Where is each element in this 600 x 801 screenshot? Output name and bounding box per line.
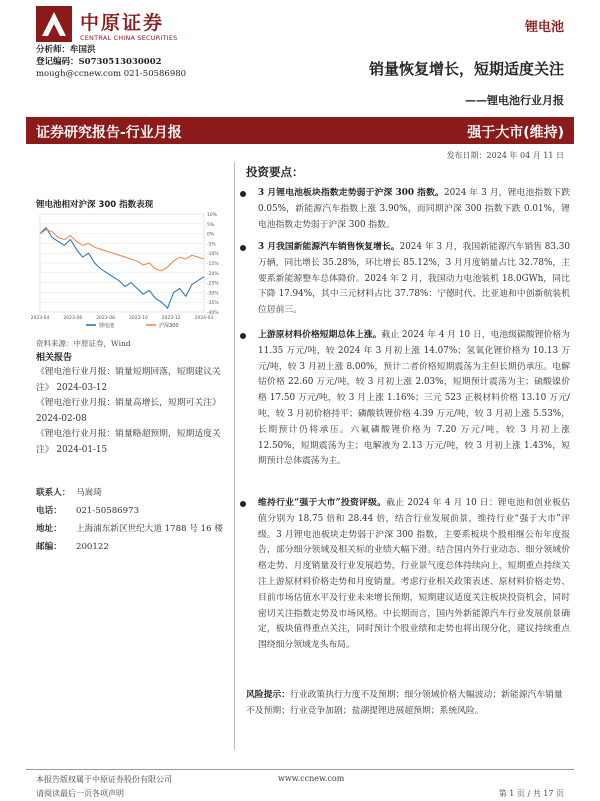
key-point-head: 3 月我国新能源汽车销售恢复增长。 [258,242,400,252]
key-point-body: 截止 2024 年 4 月 10 日，电池级碳酸锂价格为 11.35 万元/吨，较 2024 年 3 月初上涨 14.07%；氢氧化锂价格为 10.13 万元/吨，较 3 月初上涨 8.00%，预计二者价格短期震荡为主但长期仍承压。电解钴价格 22.60 万元/吨，较 3 月初上涨 2.03%，短期预计震荡为主；硫酸镍价格 17.50 万元/吨，较 3 月上涨 1.16%；三元 523 正极材料价格 13.10 万元/吨，较 3 月初价格持平；磷酸铁锂价格 4.39 万元/吨，较 3 月初上涨 5.53%，长期预计仍将承压。六氟磷酸锂价格为 7.20 万元/吨，较 3 月初上涨 12.50%，短期震荡为主；电解液为 2.13 万元/吨，较 3 月初上涨 1.43%，短期预计总体震荡为主。 [258,330,570,467]
y-tick-label: -40% [207,311,219,316]
y-tick-label: -10% [207,252,219,258]
y-tick-label: -5% [207,242,216,248]
industry-rating: 强于大市(维持) [467,125,564,141]
series-line-2 [40,230,204,271]
x-tick-label: 2023-12 [161,316,181,321]
reg-code: S0730513030002 [78,57,162,67]
analyst-info [36,44,186,80]
phone-value: 021-50586973 [76,506,140,516]
x-tick-label: 2024-03 [194,316,214,321]
x-tick-label: 2023-10 [128,316,148,321]
bullet-dot-icon [240,501,246,507]
reg-label: 登记编码： [36,57,79,67]
phone-label: 电话： [36,506,62,516]
key-point-head: 3 月锂电池板块指数走势弱于沪深 300 指数。 [258,188,444,198]
y-tick-label: -30% [207,291,219,297]
bullet-dot-icon [240,333,246,339]
section-heading: 投资要点： [246,165,304,179]
report-title: 销量恢复增长，短期适度关注 [368,60,564,78]
performance-chart [30,208,232,332]
legend-label: 锂电池 [99,323,115,329]
footer-divider [26,769,574,770]
key-point [246,496,570,654]
key-point-body: 截止 2024 年 4 月 10 日：锂电池和创业板估值分别为 18.75 倍和 28.44 倍，结合行业发展前景，维持行业“强于大市”评级。3 月锂电池板块走势弱于沪深 300 指数，主要系板块个股相继公布年度报告，部分细分领域及相关标的业绩大幅下滑。结合国内外行业动态、细分领域价格走势、月度销量及行业发展趋势，行业景气度总体持续向上，短期重点持续关注上游原材料价格走势和月度销量。考虑行业相关政策表述、原材料价格走势、目前市场估值水平及行业未来增长预期，短期建议适度关注板块投资机会，同时密切关注指数走势及市场风格。中长期而言，国内外新能源汽车行业发展前景确定，板块值得重点关注，同时预计个股业绩和走势也将出现分化，建议持续重点围绕细分领域龙头布局。 [258,498,570,651]
page-number: 第 1 页 / 共 17 页 [498,789,564,798]
y-tick-label: 5% [207,222,215,228]
x-tick-label: 2023-04 [30,316,50,321]
copyright-text: 本报告版权属于中原证券股份有限公司 [36,775,172,784]
zip-label: 邮编： [36,542,62,552]
zip-value: 200122 [76,542,109,552]
risk-warning [246,688,570,720]
x-tick-label: 2023-08 [96,316,116,321]
key-point-head: 上游原材料价格短期总体上涨。 [258,330,382,340]
bullet-dot-icon [240,245,246,251]
logo-mark-icon [36,6,72,42]
contact-person-label: 联系人： [36,488,71,498]
y-tick-label: -20% [207,271,219,277]
y-tick-label: -25% [207,281,219,287]
analyst-name: 牟国洪 [70,45,96,55]
logo-chinese-name: 中原证券 [80,12,165,34]
y-tick-label: 10% [207,213,218,218]
key-point [246,240,570,319]
risk-head: 风险提示： [246,690,290,700]
related-report-item[interactable]: 《锂电池行业月报：销量高增长，短期可关注》 2024-02-08 [36,398,221,424]
key-point-body: 2024 年 3 月，我国新能源汽车销售 83.30 万辆，同比增长 35.28%，环比增长 85.12%，3 月月度销量占比 32.78%，主要系新能源整车总体降价。2024 年 2 月，我国动力电池装机 18.0GWh，同比下降 17.94%，其中三元材料占比 37.78%：宁德时代、比亚迪和中创新航装机位居前三。 [258,242,570,316]
key-point-head: 维持行业“强于大市”投资评级。 [258,498,387,508]
legend-label: 沪深300 [159,323,179,329]
footer-disclaimer [36,773,172,801]
key-point-body: 2024 年 3 月，锂电池指数下跌 0.05%，新能源汽车指数上涨 3.90%，而同期沪深 300 指数下跌 0.01%，锂电池指数走势弱于沪深 300 指数。 [258,188,570,230]
address-label: 地址： [36,524,62,534]
y-tick-label: -15% [207,262,219,267]
related-reports-heading: 相关报告 [36,353,73,363]
column-divider [234,162,235,750]
chart-source: 资料来源：中原证券，Wind [36,339,131,348]
contact-person: 马嵩琦 [76,488,102,498]
related-report-item[interactable]: 《锂电池行业月报：销量短期回落，短期建议关注》 2024-03-12 [36,367,221,393]
address-value: 上海浦东新区世纪大道 1788 号 16 楼 [76,524,223,534]
disclaimer-link[interactable]: 请阅读最后一页各项声明 [36,789,124,798]
logo-english-name: CENTRAL CHINA SECURITIES [80,34,178,42]
sector-label: 锂电池 [524,20,564,35]
chart-title: 锂电池相对沪深 300 指数表现 [36,200,154,210]
company-logo [36,6,206,46]
y-tick-label: -35% [207,301,219,307]
analyst-contact: mough@ccnew.com 021-50586980 [36,69,187,79]
publish-date: 发布日期：2024 年 04 月 11 日 [446,151,564,160]
analyst-name-label: 分析师： [36,45,71,55]
contact-info [36,484,232,556]
bullet-dot-icon [240,191,246,197]
y-tick-label: 0% [207,232,215,238]
x-tick-label: 2023-06 [63,316,83,321]
footer-website[interactable]: www.ccnew.com [278,774,345,783]
key-point [246,186,570,233]
report-type: 证券研究报告-行业月报 [36,125,182,141]
report-subtitle: ——锂电池行业月报 [465,94,564,107]
related-report-item[interactable]: 《锂电池行业月报：销量略超预期，短期适度关注》 2024-01-15 [36,429,221,455]
risk-body: 行业政策执行力度不及预期；细分领域价格大幅波动；新能源汽车销量不及预期；行业竞争加剧；盐湖提锂进展超预期；系统风险。 [246,690,563,716]
key-point [246,328,570,470]
related-reports-list [36,365,232,458]
